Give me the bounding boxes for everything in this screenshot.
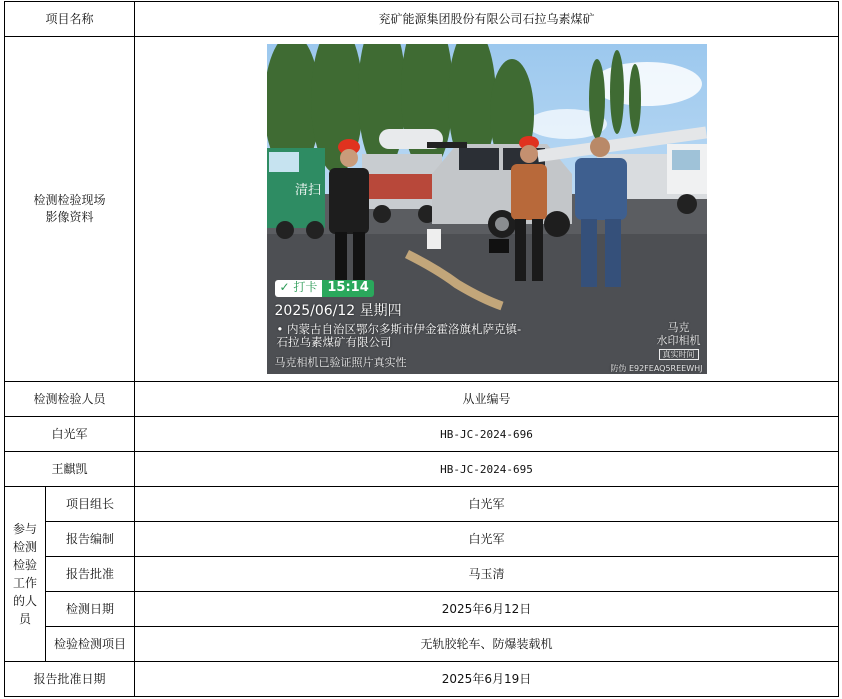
photo-date: 2025/06/12 星期四	[274, 303, 402, 319]
participants-group-label	[5, 487, 46, 662]
photo-verify-note: 马克相机已验证照片真实性	[274, 356, 407, 369]
inspector-name: 白光军	[5, 417, 135, 452]
participant-value: 马玉清	[135, 557, 839, 592]
photo-label	[5, 37, 135, 382]
approval-date-row	[5, 662, 839, 697]
participant-value: 白光军	[135, 522, 839, 557]
photo-row	[5, 37, 839, 382]
brand-sub: 真实时间	[659, 349, 699, 360]
svg-text:清扫: 清扫	[294, 183, 321, 198]
punch-time: 15:14	[322, 280, 373, 297]
participant-row	[5, 557, 839, 592]
participant-role: 报告批准	[46, 557, 135, 592]
punch-badge	[275, 280, 374, 297]
inspector-cert-id: HB-JC-2024-696	[135, 417, 839, 452]
brand-line1: 马克	[667, 321, 690, 334]
participant-value: 无轨胶轮车、防爆装载机	[135, 627, 839, 662]
inspectors-header-row	[5, 382, 839, 417]
project-row	[5, 2, 839, 37]
inspectors-label: 检测检验人员	[5, 382, 135, 417]
participant-row	[5, 487, 839, 522]
photo-location: • 内蒙古自治区鄂尔多斯市伊金霍洛旗札萨克镇-石拉乌素煤矿有限公司	[276, 322, 522, 350]
participant-value: 2025年6月12日	[135, 592, 839, 627]
project-name-value: 兖矿能源集团股份有限公司石拉乌素煤矿	[135, 2, 839, 37]
approval-date-label: 报告批准日期	[5, 662, 135, 697]
anti-fake-code: 防伪 E92FEAQ5REEWHJ	[610, 363, 703, 373]
participant-role: 检测日期	[46, 592, 135, 627]
participant-row	[5, 627, 839, 662]
inspector-row	[5, 452, 839, 487]
participant-row	[5, 592, 839, 627]
report-info-table	[4, 1, 839, 697]
participant-row	[5, 522, 839, 557]
inspector-row	[5, 417, 839, 452]
photo-label-line2: 影像资料	[45, 210, 94, 224]
participant-role: 报告编制	[46, 522, 135, 557]
punch-tag: ✓ 打卡	[275, 280, 323, 297]
participant-role: 检验检测项目	[46, 627, 135, 662]
inspector-name: 王麒凯	[5, 452, 135, 487]
site-photo	[267, 44, 707, 374]
cert-number-header: 从业编号	[135, 382, 839, 417]
inspector-cert-id: HB-JC-2024-695	[135, 452, 839, 487]
approval-date-value: 2025年6月19日	[135, 662, 839, 697]
participant-value: 白光军	[135, 487, 839, 522]
green-truck	[267, 148, 325, 239]
project-name-label: 项目名称	[5, 2, 135, 37]
photo-label-line1: 检测检验现场	[33, 193, 106, 207]
watermark-brand	[657, 322, 701, 361]
brand-line2: 水印相机	[656, 333, 701, 347]
photo-cell	[135, 37, 839, 382]
participants-group-text: 参与检测检验工作的人员	[12, 522, 37, 626]
participant-role: 项目组长	[46, 487, 135, 522]
